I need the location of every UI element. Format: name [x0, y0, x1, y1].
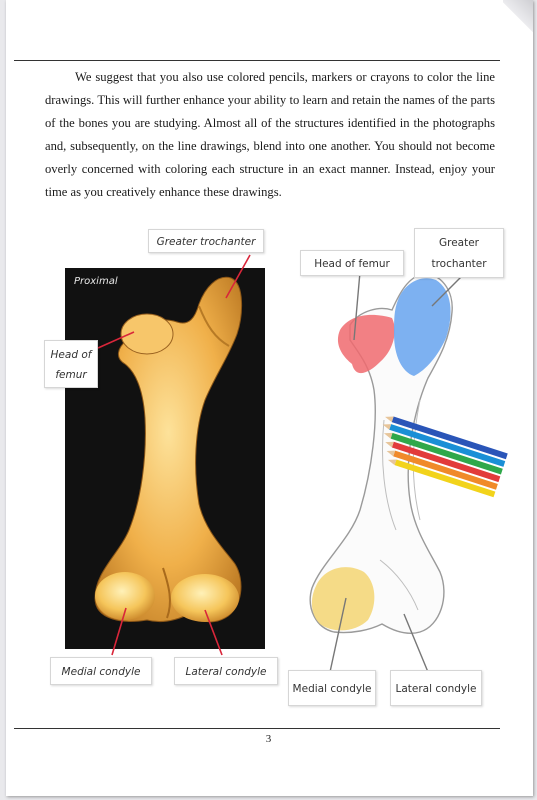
callout-head-of-femur-drawing [300, 250, 404, 276]
callout-text: Medial condyle [61, 666, 141, 678]
femur-line-drawing [310, 274, 452, 633]
callout-greater-trochanter-photo [148, 229, 264, 253]
callout-head-of-femur-photo [44, 340, 98, 388]
callout-text: Greater trochanter [156, 236, 256, 248]
callout-text: Head of femur [50, 349, 92, 381]
intro-paragraph: We suggest that you also use colored pencils, markers or crayons to color the line drawings. This will further enhance your ability to learn and retain the names of the parts of the bones you are studying. Almost all of the structures identified in the photographs and, subsequently, on the line drawings, blend into one another. You should not become overly concerned with coloring each structure in an exact manner. Instead, enjoy your time as you creatively enhance these drawings. [45, 70, 495, 199]
callout-text: Lateral condyle [185, 666, 267, 678]
proximal-label: Proximal [74, 276, 118, 287]
pointer-lateral-condyle-photo [205, 610, 222, 655]
callout-text: Head of femur [314, 258, 390, 270]
callout-text: Lateral condyle [395, 683, 477, 695]
bottom-rule [14, 728, 500, 729]
drawing-trochanter-colored [394, 278, 451, 376]
callout-text: Greater trochanter [431, 237, 487, 270]
pointer-medial-condyle-photo [112, 608, 126, 655]
callout-lateral-condyle-photo [174, 657, 278, 685]
callout-lateral-condyle-drawing [390, 670, 482, 706]
callout-greater-trochanter-drawing [414, 228, 504, 278]
callout-medial-condyle-drawing [288, 670, 376, 706]
callout-text: Medial condyle [292, 683, 372, 695]
page-number: 3 [265, 733, 272, 745]
pointer-head-photo [98, 332, 134, 348]
callout-medial-condyle-photo [50, 657, 152, 685]
pointer-greater-trochanter-photo [226, 255, 250, 298]
